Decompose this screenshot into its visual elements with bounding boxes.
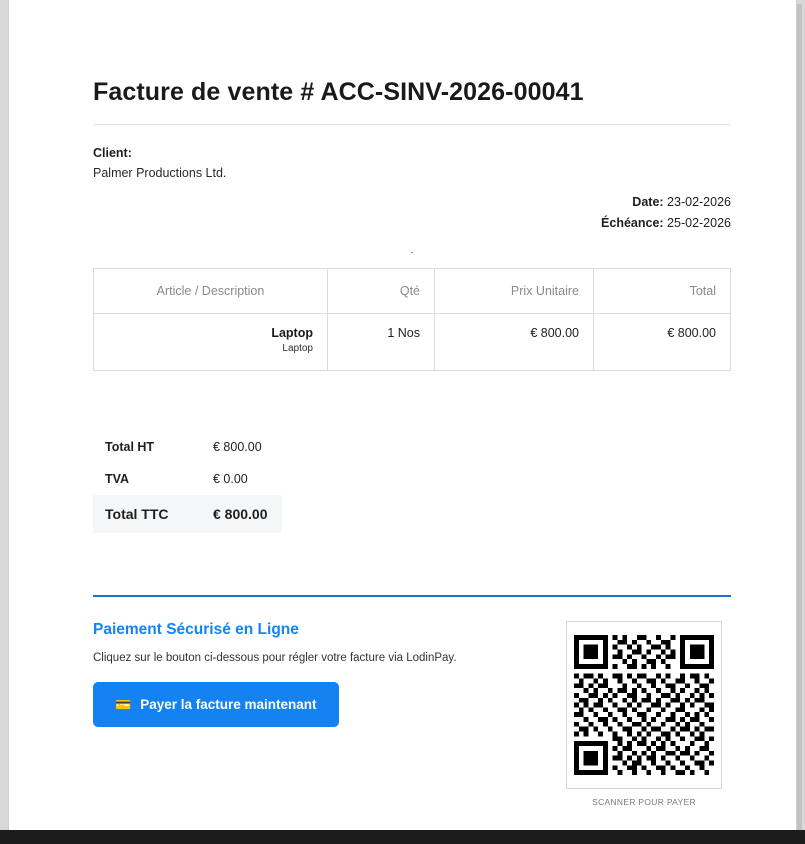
table-header-row: [94, 269, 731, 314]
table-row: [94, 314, 731, 371]
due-date-label: Échéance:: [601, 215, 664, 230]
payment-divider: [93, 595, 731, 597]
date-row: [93, 192, 731, 213]
totals-table: [93, 431, 282, 533]
payment-heading: Paiement Sécurisé en Ligne: [93, 621, 299, 639]
separator-dot: .: [410, 244, 414, 257]
column-header-description: Article / Description: [94, 269, 328, 314]
date-label: Date:: [632, 195, 664, 209]
dates-block: [93, 192, 731, 233]
date-value: 23-02-2026: [667, 195, 731, 209]
invoice-page: [8, 0, 797, 830]
page-shadow: [797, 4, 802, 836]
totals-row-tax: [93, 463, 282, 495]
items-table: [93, 268, 731, 371]
client-label: Client:: [93, 146, 132, 160]
credit-card-icon: 💳: [115, 697, 132, 713]
due-date-row: [93, 213, 731, 234]
item-qty: 1 Nos: [328, 314, 435, 371]
payment-section: [93, 621, 731, 821]
viewer-bottom-bar: [0, 830, 805, 844]
invoice-content: [93, 0, 731, 821]
qr-code-frame: [566, 621, 722, 789]
qr-block: [566, 621, 722, 807]
due-date-value: 25-02-2026: [667, 215, 731, 230]
client-name: Palmer Productions Ltd.: [93, 166, 227, 180]
item-name: Laptop: [271, 326, 313, 341]
total-ht-value: € 800.00: [213, 440, 262, 455]
item-description-cell: [94, 314, 328, 371]
pay-invoice-button-label: Payer la facture maintenant: [140, 697, 317, 713]
tva-value: € 0.00: [213, 472, 248, 487]
pay-invoice-button[interactable]: [93, 682, 339, 727]
total-ht-label: Total HT: [105, 440, 155, 455]
payment-subtitle: Cliquez sur le bouton ci-dessous pour régler votre facture via LodinPay.: [93, 652, 457, 665]
item-total: € 800.00: [594, 314, 731, 371]
tva-label: TVA: [105, 472, 130, 487]
qr-caption: SCANNER POUR PAYER: [592, 797, 696, 808]
total-ttc-value: € 800.00: [199, 495, 282, 533]
total-ttc-label: Total TTC: [93, 495, 199, 533]
column-header-total: Total: [594, 269, 731, 314]
qr-code-image: [574, 635, 714, 775]
totals-row-subtotal: [93, 431, 282, 463]
column-header-unit-price: Prix Unitaire: [435, 269, 594, 314]
item-unit-price: € 800.00: [435, 314, 594, 371]
page-title: Facture de vente # ACC-SINV-2026-00041: [93, 78, 584, 106]
column-header-qty: Qté: [328, 269, 435, 314]
item-description: Laptop: [282, 343, 313, 355]
title-divider: [93, 124, 731, 125]
totals-row-grand: [93, 495, 282, 533]
